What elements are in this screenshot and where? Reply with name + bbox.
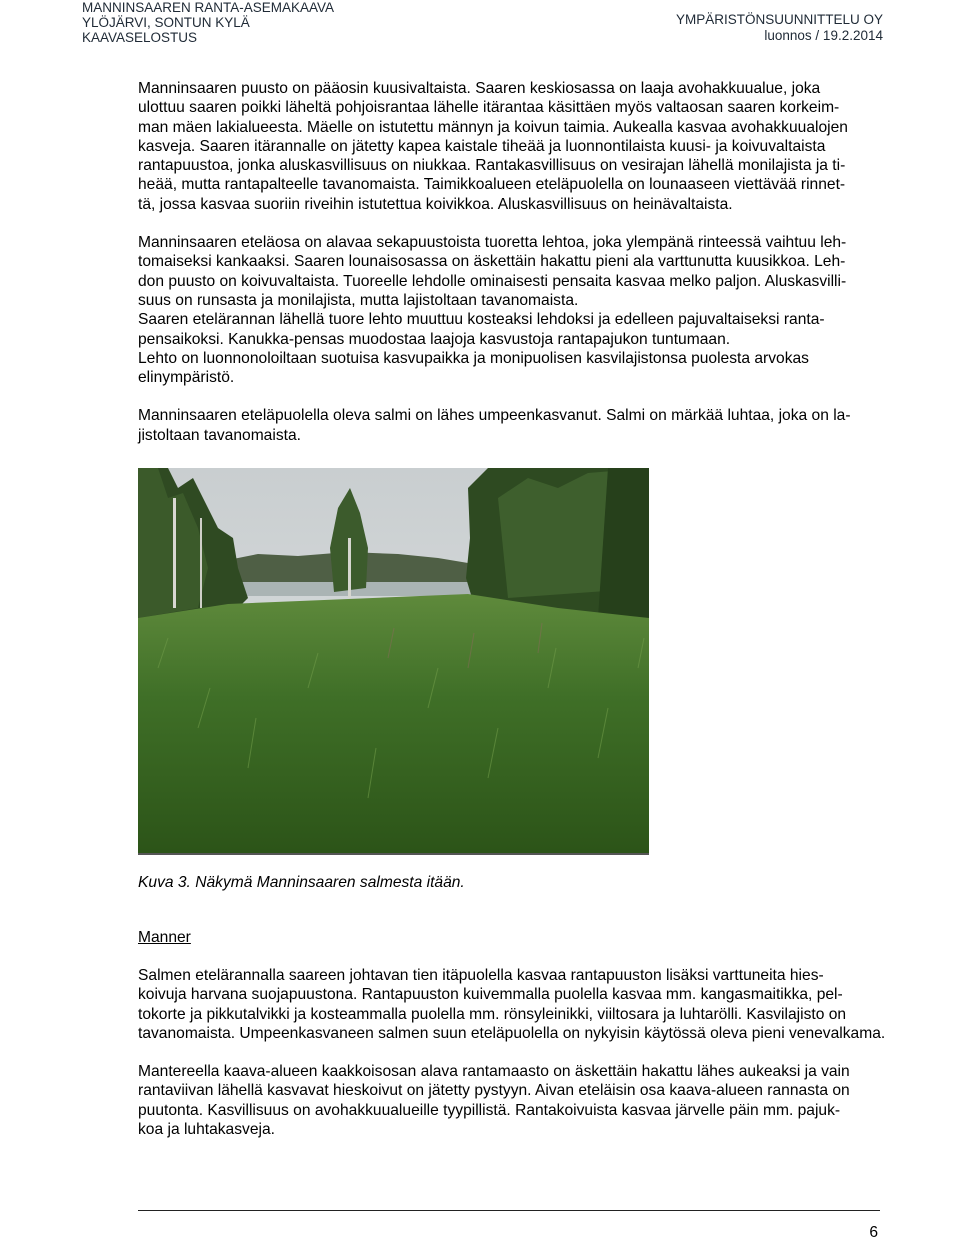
- text-line: tä, jossa kasvaa suoriin riveihin istutettua koivikkoa. Aluskasvillisuus on heinävaltaista.: [138, 195, 733, 213]
- text-line: tomaiseksi kankaaksi. Saaren lounaisosassa on äskettäin hakattu pieni ala varttunutta kuusikkoa. Leh-: [138, 253, 846, 271]
- landscape-photo: [138, 468, 649, 855]
- body-text-top: [138, 79, 878, 464]
- header-left-block: [82, 0, 334, 45]
- paragraph-southern-part: [138, 233, 878, 387]
- header-location: YLÖJÄRVI, SONTUN KYLÄ: [82, 15, 250, 30]
- paragraph-mainland-south-shore: [138, 966, 886, 1043]
- text-line: man mäen lakialueesta. Mäelle on istutettu männyn ja koivun taimia. Aukealla kasvaa avohakkuualojen: [138, 118, 848, 136]
- header-draft-date: luonnos / 19.2.2014: [764, 28, 883, 43]
- text-line: Manninsaaren eteläpuolella oleva salmi on lähes umpeenkasvanut. Salmi on märkää luhtaa, joka on la-: [138, 407, 851, 425]
- page-number: 6: [869, 1224, 878, 1241]
- header-document-type: KAAVASELOSTUS: [82, 30, 198, 45]
- text-line: Manninsaaren eteläosa on alavaa sekapuustoista tuoretta lehtoa, joka ylempänä rinteessä vaihtuu leh-: [138, 234, 847, 252]
- header-company: YMPÄRISTÖNSUUNNITTELU OY: [675, 12, 883, 27]
- figure-caption: Kuva 3. Näkymä Manninsaaren salmesta itään.: [138, 874, 465, 891]
- page-header: [0, 0, 960, 46]
- text-line: rantapuustoa, jonka aluskasvillisuus on niukkaa. Rantakasvillisuus on vesirajan lähellä monilajista ja ti-: [138, 157, 846, 175]
- section-heading: Manner: [138, 929, 191, 946]
- text-line: don puusto on koivuvaltaista. Tuoreelle lehdolle ominaisesti pensaita kasvaa melko paljon. Aluskasvilli-: [138, 272, 847, 290]
- text-line: kasveja. Saaren itärannalle on jätetty kapea kaistale tiheää ja luonnontilaista kuusi- ja koivuvaltaista: [138, 137, 826, 155]
- text-line: elinympäristö.: [138, 369, 235, 387]
- paragraph-strait: [138, 406, 878, 445]
- text-line: tavanomaista. Umpeenkasvaneen salmen suun eteläpuolella on nykyisin käytössä oleva pieni venevalkama.: [138, 1024, 886, 1042]
- text-line: tokorte ja pikkutalvikki ja kosteammalla puolella mm. rönsyleinikki, viiltosara ja luhtarölli. Kasvilajisto on: [138, 1005, 847, 1023]
- text-line: koivuja harvana suojapuustona. Rantapuuston kuivemmalla puolella kasvaa mm. kangasmaitikka, pel-: [138, 986, 843, 1004]
- text-line: heää, mutta rantapalteelle tavanomaista. Taimikkoalueen eteläpuolella on lounaaseen viettävää rinnet-: [138, 176, 846, 194]
- footer-divider: [138, 1210, 880, 1211]
- paragraph-vegetation-island: [138, 79, 878, 214]
- header-project-title: MANNINSAAREN RANTA-ASEMAKAAVA: [82, 0, 335, 15]
- header-right-block: [676, 12, 883, 44]
- text-line: Lehto on luonnonoloiltaan suotuisa kasvupaikka ja monipuolisen kasvilajistonsa puolesta arvokas: [138, 349, 809, 367]
- text-line: Mantereella kaava-alueen kaakkoisosan alava rantamaasto on äskettäin hakattu lähes aukeaksi ja vain: [138, 1063, 850, 1081]
- text-line: puutonta. Kasvillisuus on avohakkuualueille tyypillistä. Rantakoivuista kasvaa järvelle päin mm. pajuk-: [138, 1101, 841, 1119]
- text-line: ulottuu saaren poikki läheltä pohjoisrantaa lähelle itärantaa käsittäen myös valtaosan saaren korkeim-: [138, 99, 840, 117]
- text-line: Saaren etelärannan lähellä tuore lehto muuttuu kosteaksi lehdoksi ja edelleen pajuvaltaiseksi ranta-: [138, 311, 825, 329]
- text-line: pensaikoksi. Kanukka-pensas muodostaa laajoja kasvustoja rantapajukon tuntumaan.: [138, 330, 731, 348]
- text-line: suus on runsasta ja monilajista, mutta lajistoltaan tavanomaista.: [138, 291, 579, 309]
- text-line: Salmen etelärannalla saareen johtavan tien itäpuolella kasvaa rantapuuston lisäksi varttuneita hies-: [138, 967, 824, 984]
- text-line: koa ja luhtakasveja.: [138, 1121, 275, 1139]
- text-line: rantaviivan lähellä kasvavat hieskoivut on jätetty pystyyn. Aivan eteläisin osa kaava-alueen rannasta on: [138, 1082, 850, 1100]
- text-line: jistoltaan tavanomaista.: [138, 426, 301, 444]
- paragraph-mainland-southeast: [138, 1062, 878, 1139]
- body-text-section: [138, 966, 886, 1158]
- text-line: Manninsaaren puusto on pääosin kuusivaltaista. Saaren keskiosassa on laaja avohakkuualue, joka: [138, 80, 821, 97]
